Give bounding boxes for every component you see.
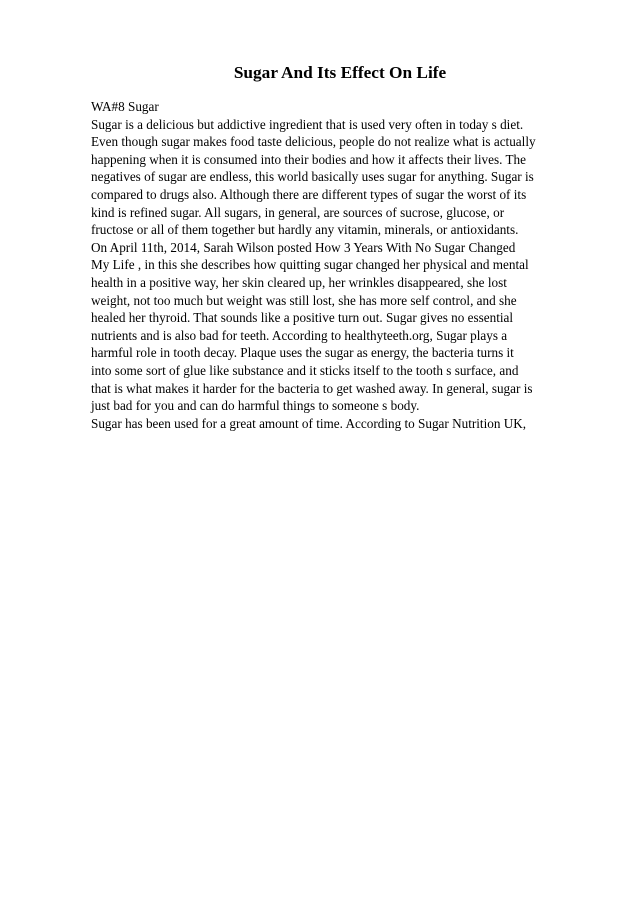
text-line: weight, not too much but weight was still lost, she has more self control, and she (91, 292, 517, 308)
text-line: nutrients and is also bad for teeth. According to healthyteeth.org, Sugar plays a (91, 327, 508, 343)
text-line: Sugar has been used for a great amount of time. According to Sugar Nutrition UK, (91, 415, 527, 431)
text-line: On April 11th, 2014, Sarah Wilson posted How 3 Years With No Sugar Changed (91, 239, 516, 255)
text-line: just bad for you and can do harmful things to someone s body. (91, 398, 420, 414)
text-line: fructose or all of them together but hardly any vitamin, minerals, or antioxidants. (91, 222, 519, 238)
document-title: Sugar And Its Effect On Life (233, 63, 447, 82)
text-line: that is what makes it harder for the bacteria to get washed away. In general, sugar is (91, 380, 533, 396)
text-line: Sugar is a delicious but addictive ingredient that is used very often in today s diet. (91, 116, 524, 132)
text-line: compared to drugs also. Although there are different types of sugar the worst of its (91, 186, 527, 202)
text-line: into some sort of glue like substance and it sticks itself to the tooth s surface, and (91, 362, 519, 378)
text-line: health in a positive way, her skin cleared up, her wrinkles disappeared, she lost (91, 274, 507, 290)
text-line: negatives of sugar are endless, this world basically uses sugar for anything. Sugar is (91, 169, 534, 185)
document-body (91, 98, 611, 432)
text-line: kind is refined sugar. All sugars, in general, are sources of sucrose, glucose, or (91, 204, 505, 220)
text-line: WA#8 Sugar (91, 99, 159, 114)
text-line: Even though sugar makes food taste delicious, people do not realize what is actually (91, 134, 536, 150)
text-line: harmful role in tooth decay. Plaque uses the sugar as energy, the bacteria turns it (91, 345, 514, 361)
text-line: happening when it is consumed into their bodies and how it affects their lives. The (91, 151, 526, 167)
text-line: My Life , in this she describes how quitting sugar changed her physical and mental (91, 257, 529, 273)
text-line: healed her thyroid. That sounds like a positive turn out. Sugar gives no essential (91, 310, 514, 326)
